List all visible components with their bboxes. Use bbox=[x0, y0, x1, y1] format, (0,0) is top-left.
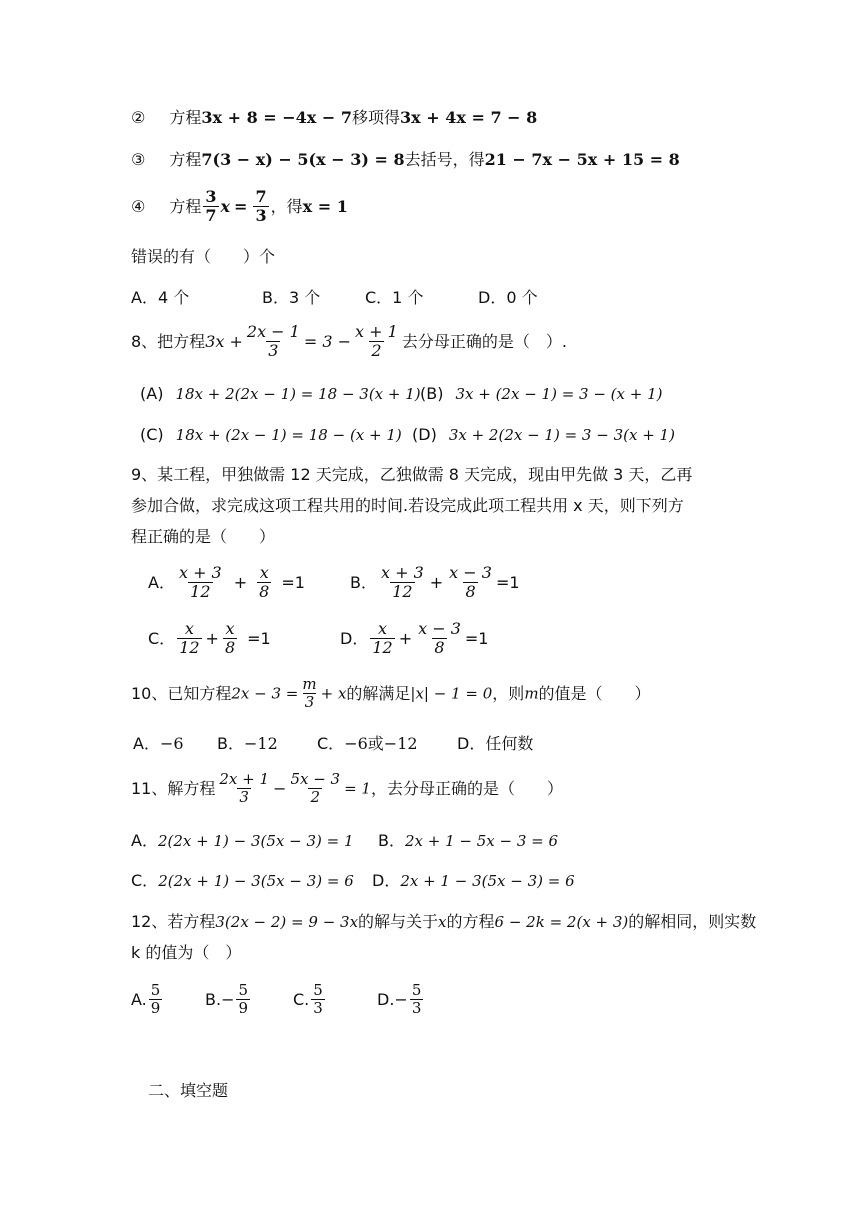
q11-option-c bbox=[131, 873, 354, 889]
item-text: 方程 bbox=[169, 196, 202, 216]
item-text: 去括号，得 bbox=[404, 150, 485, 169]
item-number: ② bbox=[131, 108, 146, 127]
q10-option-d: D．任何数 bbox=[457, 734, 534, 753]
fraction: $\frac{5x - 3}{2}$ bbox=[290, 770, 341, 807]
q10-option-a: A．−6 bbox=[133, 734, 184, 753]
equation: 3(2x − 2) = 9 − 3x bbox=[215, 913, 359, 931]
question-text: ，去分母正确的是（ ） bbox=[370, 778, 563, 798]
fraction: $\frac{x - 3}{8}$ bbox=[418, 619, 461, 658]
fraction: $\frac{5}{3}$ bbox=[313, 981, 323, 1018]
equation: 2x + 1 − 5x − 3 = 6 bbox=[404, 832, 559, 850]
equation: |x| − 1 = 0 bbox=[410, 684, 493, 703]
q12-stem-line-2: k 的值为（ ） bbox=[131, 943, 242, 962]
q9-stem-line-3: 程正确的是（ ） bbox=[131, 527, 276, 546]
equation: 18x + 2(2x − 1) = 18 − 3(x + 1) bbox=[175, 385, 421, 403]
q7-option-b: B．3 个 bbox=[262, 288, 321, 307]
q9-option-c: C． $\frac{x}{12}$ + $\frac{x}{8}$ =1 bbox=[148, 619, 271, 658]
question-text: 11、解方程 bbox=[131, 778, 216, 798]
q11-stem: 11、解方程 $\frac{2x + 1}{3}$ − $\frac{5x - 3}{2}$ = 1，去分母正确的是（ ） bbox=[131, 770, 563, 807]
q11-option-a bbox=[131, 833, 354, 849]
q7-item-3 bbox=[131, 152, 680, 168]
item-text: 移项得 bbox=[352, 108, 401, 127]
option-label: D． bbox=[340, 628, 369, 648]
option-label: (A) bbox=[140, 384, 164, 403]
fraction: $\frac{x + 3}{12}$ bbox=[380, 563, 424, 602]
fraction: $\frac{7}{3}$ bbox=[255, 187, 267, 226]
option-label: B. bbox=[205, 989, 222, 1009]
q7-item-2 bbox=[131, 110, 537, 126]
q12-option-c bbox=[293, 982, 327, 1018]
question-text: ，则 bbox=[492, 683, 525, 703]
item-text: 方程 bbox=[169, 150, 202, 169]
option-label: C． bbox=[317, 734, 345, 753]
q9-stem-line-2: 参加合做，求完成这项工程共用的时间.若设完成此项工程共用 x 天，则下列方 bbox=[131, 496, 684, 515]
fraction: $\frac{m}{3}$ bbox=[302, 675, 317, 712]
q8-option-c bbox=[140, 427, 402, 443]
q12-option-d: D.− $\frac{5}{3}$ bbox=[377, 981, 422, 1018]
q11-option-d bbox=[372, 873, 575, 889]
item-number: ③ bbox=[131, 150, 146, 169]
q8-option-a bbox=[140, 386, 421, 402]
fraction: $\frac{x + 3}{12}$ bbox=[178, 563, 222, 602]
option-label: (B) bbox=[420, 384, 444, 403]
q7-option-d: D．0 个 bbox=[478, 288, 538, 307]
q9-option-a: A． $\frac{x + 3}{12}$ + $\frac{x}{8}$ =1 bbox=[148, 563, 305, 602]
option-label: D． bbox=[372, 871, 401, 890]
item-text: ，得 bbox=[270, 196, 303, 216]
option-label: A． bbox=[131, 831, 158, 850]
option-label: (D) bbox=[412, 425, 437, 444]
item-text: 方程 bbox=[169, 108, 202, 127]
fraction: $\frac{x}{12}$ bbox=[372, 619, 393, 658]
q10-option-b: B．−12 bbox=[217, 734, 278, 753]
equation: 2x + 1 − 3(5x − 3) = 6 bbox=[400, 872, 575, 890]
option-label: C. bbox=[293, 989, 310, 1009]
equation: 2(2x + 1) − 3(5x − 3) = 6 bbox=[158, 872, 354, 890]
question-text: 去分母正确的是（ ）. bbox=[401, 331, 567, 351]
fraction: $\frac{3}{7}$ bbox=[205, 187, 217, 226]
question-text: 的值是（ ） bbox=[538, 683, 651, 703]
equation: 7(3 − x) − 5(x − 3) = 8 bbox=[201, 150, 405, 169]
question-text: 12、若方程 bbox=[131, 912, 216, 931]
q7-question: 错误的有（ ）个 bbox=[131, 247, 276, 266]
fraction: $\frac{x + 1}{2}$ bbox=[355, 322, 398, 361]
q12-option-b: B.− $\frac{5}{9}$ bbox=[205, 981, 249, 1018]
question-text: 的方程 bbox=[446, 912, 495, 931]
fraction: $\frac{x}{8}$ bbox=[259, 563, 270, 602]
equation: 6 − 2k = 2(x + 3) bbox=[494, 913, 629, 931]
section-heading-fill-in: 二、填空题 bbox=[148, 1081, 229, 1100]
equation: x = 1 bbox=[302, 196, 348, 216]
option-label: B． bbox=[350, 572, 377, 592]
option-label: A． bbox=[148, 572, 175, 592]
equation: 3x + (2x − 1) = 3 − (x + 1) bbox=[455, 385, 663, 403]
q7-option-a: A．4 个 bbox=[131, 288, 190, 307]
option-label: A． bbox=[133, 734, 160, 753]
equation: 3x + 2(2x − 1) = 3 − 3(x + 1) bbox=[448, 426, 675, 444]
option-label: (C) bbox=[140, 425, 164, 444]
option-label: B． bbox=[378, 831, 405, 850]
fraction: $\frac{5}{3}$ bbox=[411, 981, 422, 1018]
q9-stem-line-1: 9、某工程，甲独做需 12 天完成，乙独做需 8 天完成，现由甲先做 3 天，乙再 bbox=[131, 465, 693, 484]
option-label: B． bbox=[217, 734, 244, 753]
fraction: $\frac{5}{9}$ bbox=[150, 981, 161, 1018]
equation: 3x + 4x = 7 − 8 bbox=[400, 108, 538, 127]
q10-option-c: C．−6或−12 bbox=[317, 734, 418, 753]
equation: 21 − 7x − 5x + 15 = 8 bbox=[484, 150, 680, 169]
question-text: 的解满足 bbox=[346, 683, 411, 703]
q7-item-4: ④ 方程 $\frac{3}{7}$ x = $\frac{7}{3}$ ，得x = 1 bbox=[131, 187, 348, 226]
question-text: 10、已知方程 bbox=[131, 683, 232, 703]
equation: 2(2x + 1) − 3(5x − 3) = 1 bbox=[157, 832, 354, 850]
q8-stem: 8、把方程3x + $\frac{2x - 1}{3}$ = 3 − $\frac{x + 1}{2}$ 去分母正确的是（ ）. bbox=[131, 322, 567, 361]
question-text: 8、把方程 bbox=[131, 331, 206, 351]
fraction: $\frac{5}{9}$ bbox=[238, 981, 249, 1018]
q7-option-c: C．1 个 bbox=[365, 288, 424, 307]
fraction: $\frac{x - 3}{8}$ bbox=[449, 563, 492, 602]
equation: 3x + bbox=[205, 331, 243, 351]
q9-option-d: D． $\frac{x}{12}$ + $\frac{x - 3}{8}$ =1 bbox=[340, 619, 489, 658]
fraction: $\frac{2x + 1}{3}$ bbox=[219, 770, 270, 807]
q11-option-b bbox=[378, 833, 558, 849]
equation: 3x + 8 = −4x − 7 bbox=[201, 108, 353, 127]
question-text: 的解与关于 bbox=[358, 912, 439, 931]
option-label: D． bbox=[457, 734, 486, 753]
equation: 2x − 3 = bbox=[231, 684, 299, 703]
option-label: D. bbox=[377, 989, 395, 1009]
q12-stem-line-1: 12、若方程3(2x − 2) = 9 − 3x的解与关于x的方程6 − 2k = 2(x + 3)的解相同，则实数 bbox=[131, 912, 757, 931]
fraction: $\frac{x}{8}$ bbox=[224, 619, 236, 658]
option-label: A. bbox=[131, 989, 147, 1009]
q9-option-b: B． $\frac{x + 3}{12}$ + $\frac{x - 3}{8}$ =1 bbox=[350, 563, 520, 602]
q8-option-d bbox=[412, 427, 675, 443]
question-text: 的解相同，则实数 bbox=[628, 912, 757, 931]
item-number: ④ bbox=[131, 196, 146, 216]
q8-option-b bbox=[420, 386, 663, 402]
fraction: $\frac{2x - 1}{3}$ bbox=[246, 322, 300, 361]
fraction: $\frac{x}{12}$ bbox=[179, 619, 200, 658]
equation: 18x + (2x − 1) = 18 − (x + 1) bbox=[175, 426, 402, 444]
option-label: C． bbox=[131, 871, 159, 890]
q12-option-a bbox=[131, 982, 164, 1018]
option-label: C． bbox=[148, 628, 176, 648]
q10-stem: 10、已知方程2x − 3 = $\frac{m}{3}$ + x的解满足|x| − 1 = 0，则m的值是（ ） bbox=[131, 675, 651, 712]
